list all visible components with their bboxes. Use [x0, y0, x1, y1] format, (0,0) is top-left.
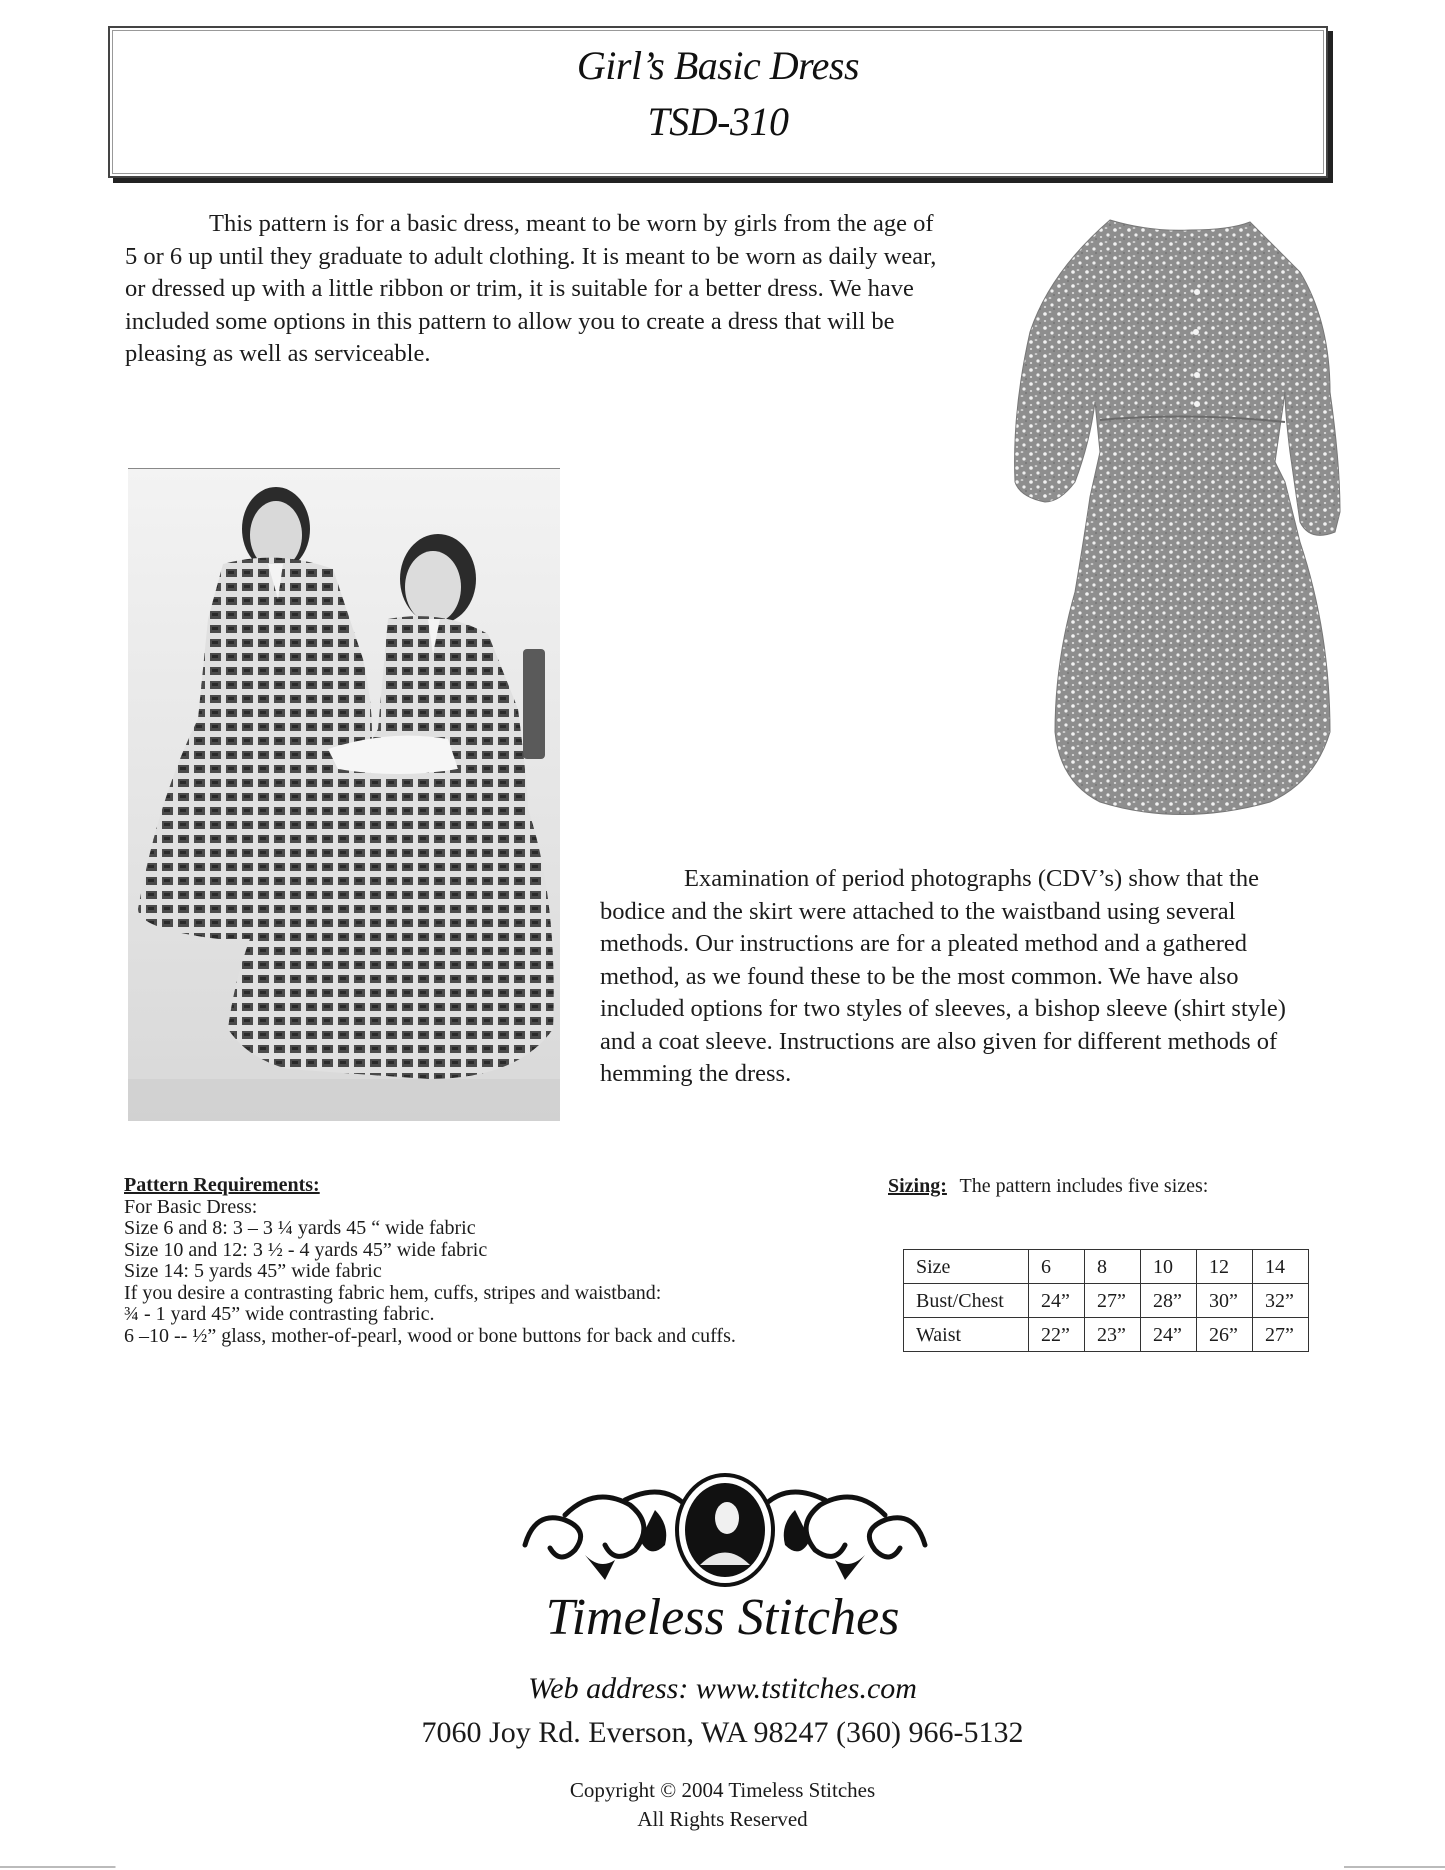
requirement-line: Size 10 and 12: 3 ½ - 4 yards 45” wide fabric — [124, 1238, 488, 1261]
table-cell: 32” — [1253, 1284, 1309, 1318]
row-label: Bust/Chest — [904, 1284, 1029, 1318]
dress-shape — [1015, 220, 1340, 815]
chair — [523, 649, 545, 759]
requirement-line: ¾ - 1 yard 45” wide contrasting fabric. — [124, 1303, 435, 1325]
requirement-line: Size 14: 5 yards 45” wide fabric — [124, 1260, 382, 1282]
sizing-label — [888, 1175, 1208, 1198]
requirement-line: For Basic Dress: — [124, 1195, 258, 1218]
examination-paragraph-text: Examination of period photographs (CDV’s) show that the bodice and the skirt were attached to the waistband using several methods. Our instructions are for a pleated method and a gathered method, as we found these to be the most common. We have also included options for two styles of sleeves, a bishop sleeve (shirt style) and a coat sleeve. Instructions are also given for different methods of hemming the dress. — [600, 865, 1286, 1087]
table-row — [904, 1318, 1309, 1352]
requirement-line: If you desire a contrasting fabric hem, cuffs, stripes and waistband: — [124, 1281, 662, 1304]
table-cell: 22” — [1029, 1318, 1085, 1352]
table-cell: 27” — [1085, 1284, 1141, 1318]
pattern-number: TSD-310 — [647, 99, 789, 144]
button-icon — [1194, 372, 1200, 378]
copyright-line: Copyright © 2004 Timeless Stitches — [569, 1778, 876, 1802]
requirements-heading: Pattern Requirements: — [124, 1174, 320, 1196]
table-cell: 26” — [1197, 1318, 1253, 1352]
sizing-description: The pattern includes five sizes: — [959, 1175, 1209, 1197]
table-cell: 23” — [1085, 1318, 1141, 1352]
size-table — [903, 1249, 1309, 1352]
table-row — [904, 1284, 1309, 1318]
intro-paragraph — [125, 208, 945, 371]
table-cell: 8 — [1085, 1250, 1141, 1284]
web-address[interactable]: Web address: www.tstitches.com — [528, 1672, 917, 1705]
postal-address: 7060 Joy Rd. Everson, WA 98247 (360) 966-5132 — [421, 1716, 1024, 1749]
brand-name: Timeless Stitches — [545, 1589, 900, 1646]
table-cell: 27” — [1253, 1318, 1309, 1352]
table-cell: 10 — [1141, 1250, 1197, 1284]
table-cell: 12 — [1197, 1250, 1253, 1284]
scan-edge — [0, 1866, 1445, 1868]
button-icon — [1194, 289, 1200, 295]
period-photo — [128, 468, 560, 1121]
title-box — [108, 26, 1328, 178]
table-cell: 30” — [1197, 1284, 1253, 1318]
dress-photo — [1000, 212, 1380, 832]
table-cell: 24” — [1141, 1318, 1197, 1352]
examination-paragraph — [600, 863, 1320, 1091]
pattern-requirements — [124, 1175, 884, 1347]
requirement-line: Size 6 and 8: 3 – 3 ¼ yards 45 “ wide fabric — [124, 1217, 476, 1239]
document-title: Girl’s Basic Dress — [576, 43, 860, 88]
table-row — [904, 1250, 1309, 1284]
ornament-icon — [505, 1470, 945, 1590]
table-cell: 14 — [1253, 1250, 1309, 1284]
intro-paragraph-text: This pattern is for a basic dress, meant to be worn by girls from the age of 5 or 6 up until they graduate to adult clothing. It is meant to be worn as daily wear, or dressed up with a little ribbon or trim, it is suitable for a better dress. We have included some options in this pattern to allow you to create a dress that will be pleasing as well as serviceable. — [125, 210, 937, 367]
table-cell: 28” — [1141, 1284, 1197, 1318]
button-icon — [1193, 329, 1199, 335]
button-icon — [1194, 401, 1200, 407]
sizing-heading: Sizing: — [888, 1175, 947, 1197]
row-label: Size — [904, 1250, 1029, 1284]
copyright — [0, 1776, 1445, 1834]
requirement-line: 6 –10 -- ½” glass, mother-of-pearl, wood or bone buttons for back and cuffs. — [124, 1324, 736, 1347]
row-label: Waist — [904, 1318, 1029, 1352]
rights-line: All Rights Reserved — [637, 1807, 808, 1831]
table-cell: 24” — [1029, 1284, 1085, 1318]
table-cell: 6 — [1029, 1250, 1085, 1284]
